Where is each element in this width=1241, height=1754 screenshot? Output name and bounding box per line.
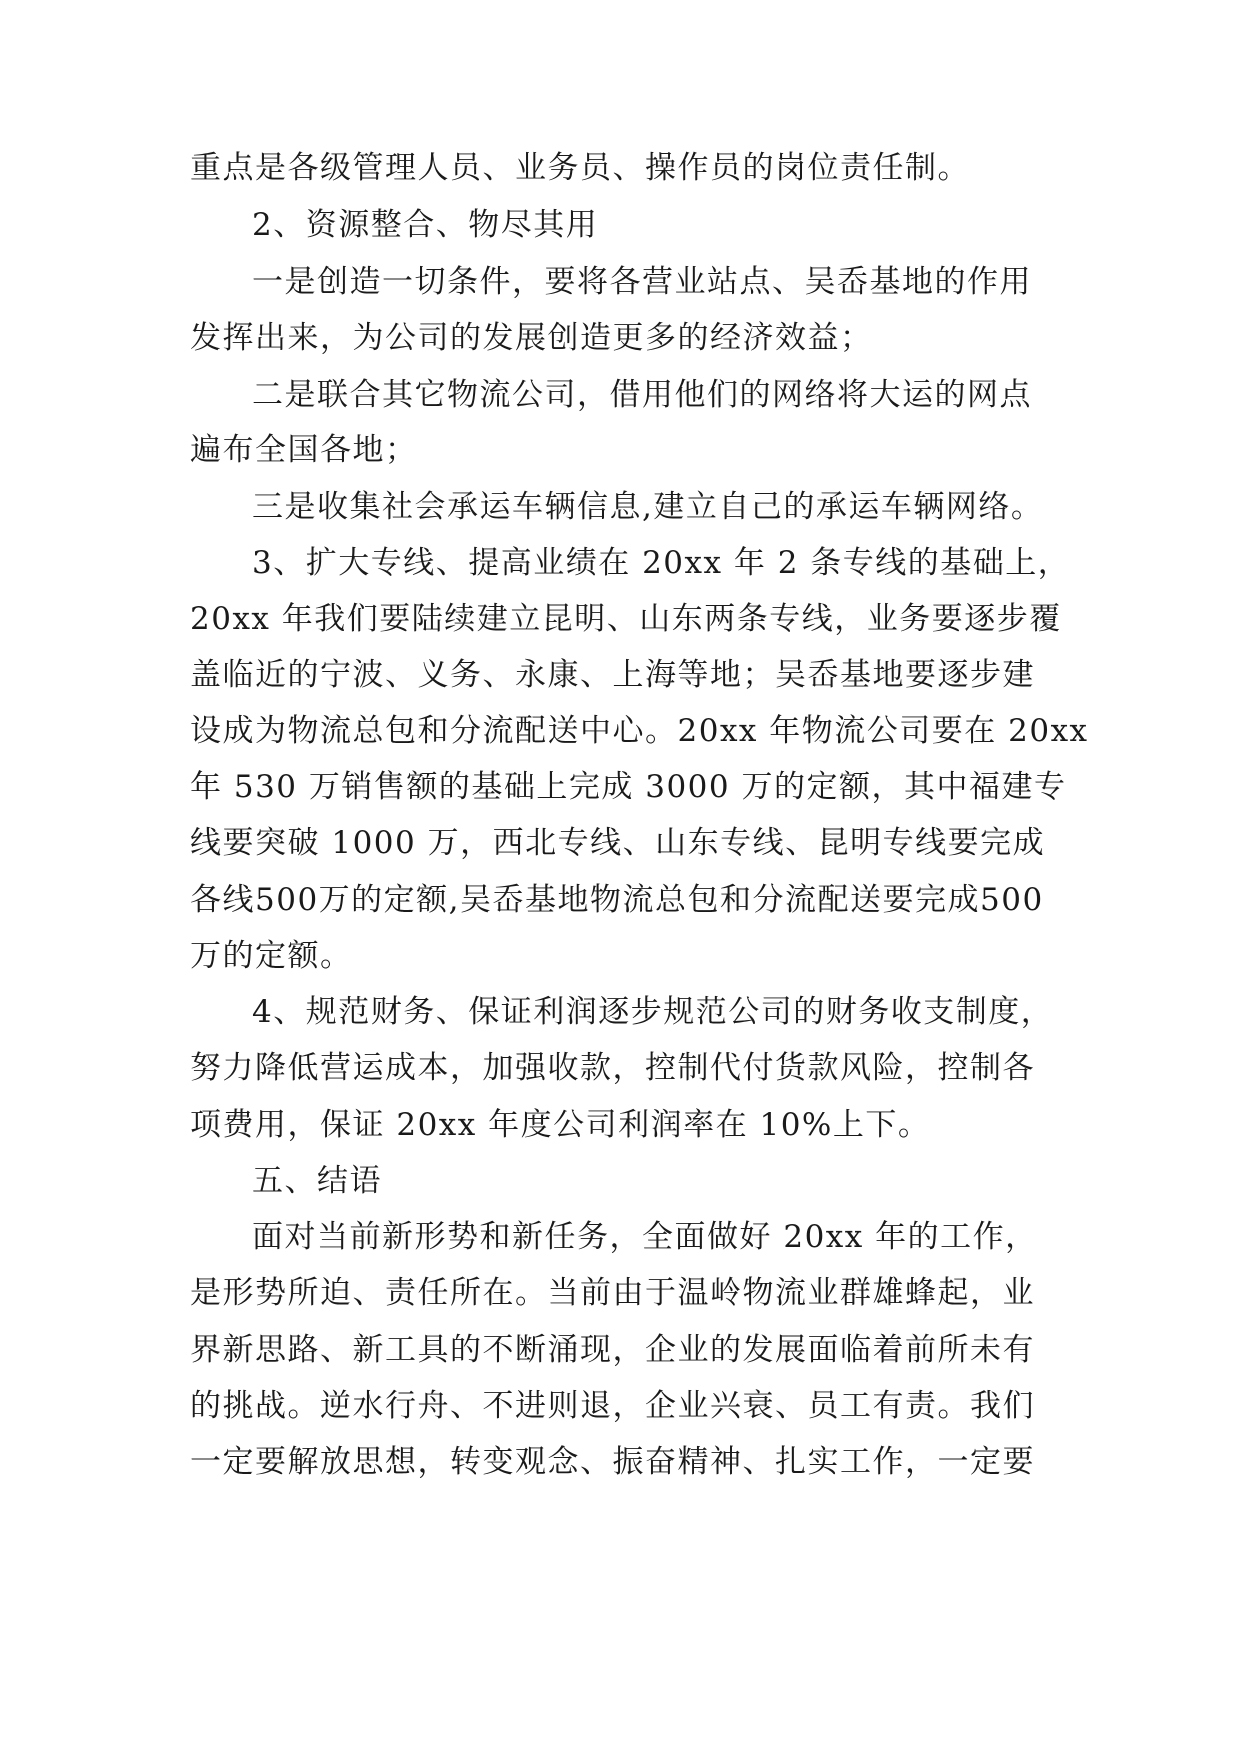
text-line: 发挥出来，为公司的发展创造更多的经济效益； [190,320,873,356]
text-line: 二是联合其它物流公司，借用他们的网络将大运的网点 [252,377,1032,413]
text-line: 线要突破 1000 万，西北专线、山东专线、昆明专线要完成 [190,825,1046,861]
text-line: 是形势所迫、责任所在。当前由于温岭物流业群雄蜂起，业 [190,1275,1035,1311]
text-line: 20xx 年我们要陆续建立昆明、山东两条专线，业务要逐步覆 [190,601,1062,637]
text-line: 年 530 万销售额的基础上完成 3000 万的定额，其中福建专 [190,769,1067,805]
text-line: 面对当前新形势和新任务，全面做好 20xx 年的工作， [252,1219,1038,1255]
text-line: 的挑战。逆水行舟、不进则退，企业兴衰、员工有责。我们 [190,1388,1035,1424]
text-line: 一是创造一切条件，要将各营业站点、吴岙基地的作用 [252,264,1032,300]
text-line: 三是收集社会承运车辆信息,建立自己的承运车辆网络。 [252,489,1044,525]
text-line: 重点是各级管理人员、业务员、操作员的岗位责任制。 [190,150,970,186]
section-heading: 五、结语 [252,1163,382,1199]
section-heading: 4、规范财务、保证利润逐步规范公司的财务收支制度， [252,994,1054,1030]
text-line: 盖临近的宁波、义务、永康、上海等地；吴岙基地要逐步建 [190,657,1035,693]
text-line: 万的定额。 [190,938,353,974]
text-line: 项费用，保证 20xx 年度公司利润率在 10%上下。 [190,1107,931,1143]
section-heading: 3、扩大专线、提高业绩在 20xx 年 2 条专线的基础上， [252,545,1071,581]
text-line: 遍布全国各地； [190,432,418,468]
section-heading: 2、资源整合、物尽其用 [252,207,599,243]
text-line: 界新思路、新工具的不断涌现，企业的发展面临着前所未有 [190,1332,1035,1368]
text-line: 设成为物流总包和分流配送中心。20xx 年物流公司要在 20xx [190,713,1089,749]
text-line: 努力降低营运成本，加强收款，控制代付货款风险，控制各 [190,1050,1035,1086]
text-line: 一定要解放思想，转变观念、振奋精神、扎实工作，一定要 [190,1444,1035,1480]
text-line: 各线500万的定额,吴岙基地物流总包和分流配送要完成500 [190,882,1044,918]
